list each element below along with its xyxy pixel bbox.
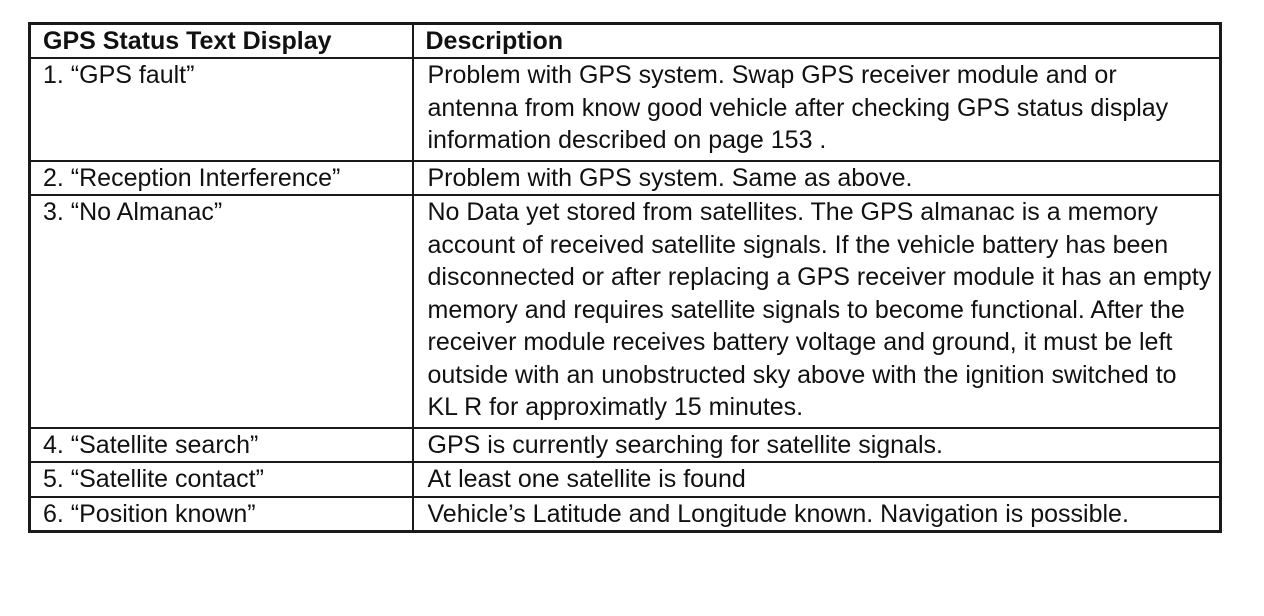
table-row xyxy=(30,195,1221,428)
description-cell: At least one satellite is found xyxy=(413,462,1221,497)
status-cell: 2. “Reception Interference” xyxy=(30,161,413,196)
description-cell: Problem with GPS system. Same as above. xyxy=(413,161,1221,196)
table-row xyxy=(30,161,1221,196)
table-row xyxy=(30,497,1221,532)
description-cell: Problem with GPS system. Swap GPS receiver module and or antenna from know good vehicle after checking GPS status display information described on page 153 . xyxy=(413,58,1221,161)
description-cell: No Data yet stored from satellites. The GPS almanac is a memory account of received satellite signals. If the vehicle battery has been disconnected or after replacing a GPS receiver module it has an empty memory and requires satellite signals to become functional. After the receiver module receives battery voltage and ground, it must be left outside with an unobstructed sky above with the ignition switched to KL R for approximatly 15 minutes. xyxy=(413,195,1221,428)
table-row xyxy=(30,462,1221,497)
status-cell: 4. “Satellite search” xyxy=(30,428,413,463)
gps-status-table xyxy=(28,22,1222,533)
status-cell: 5. “Satellite contact” xyxy=(30,462,413,497)
table-header-row xyxy=(30,24,1221,59)
status-cell: 3. “No Almanac” xyxy=(30,195,413,428)
status-cell: 6. “Position known” xyxy=(30,497,413,532)
description-cell: GPS is currently searching for satellite signals. xyxy=(413,428,1221,463)
status-cell: 1. “GPS fault” xyxy=(30,58,413,161)
header-description: Description xyxy=(413,24,1221,59)
table-row xyxy=(30,58,1221,161)
header-status: GPS Status Text Display xyxy=(30,24,413,59)
table-row xyxy=(30,428,1221,463)
description-cell: Vehicle’s Latitude and Longitude known. Navigation is possible. xyxy=(413,497,1221,532)
